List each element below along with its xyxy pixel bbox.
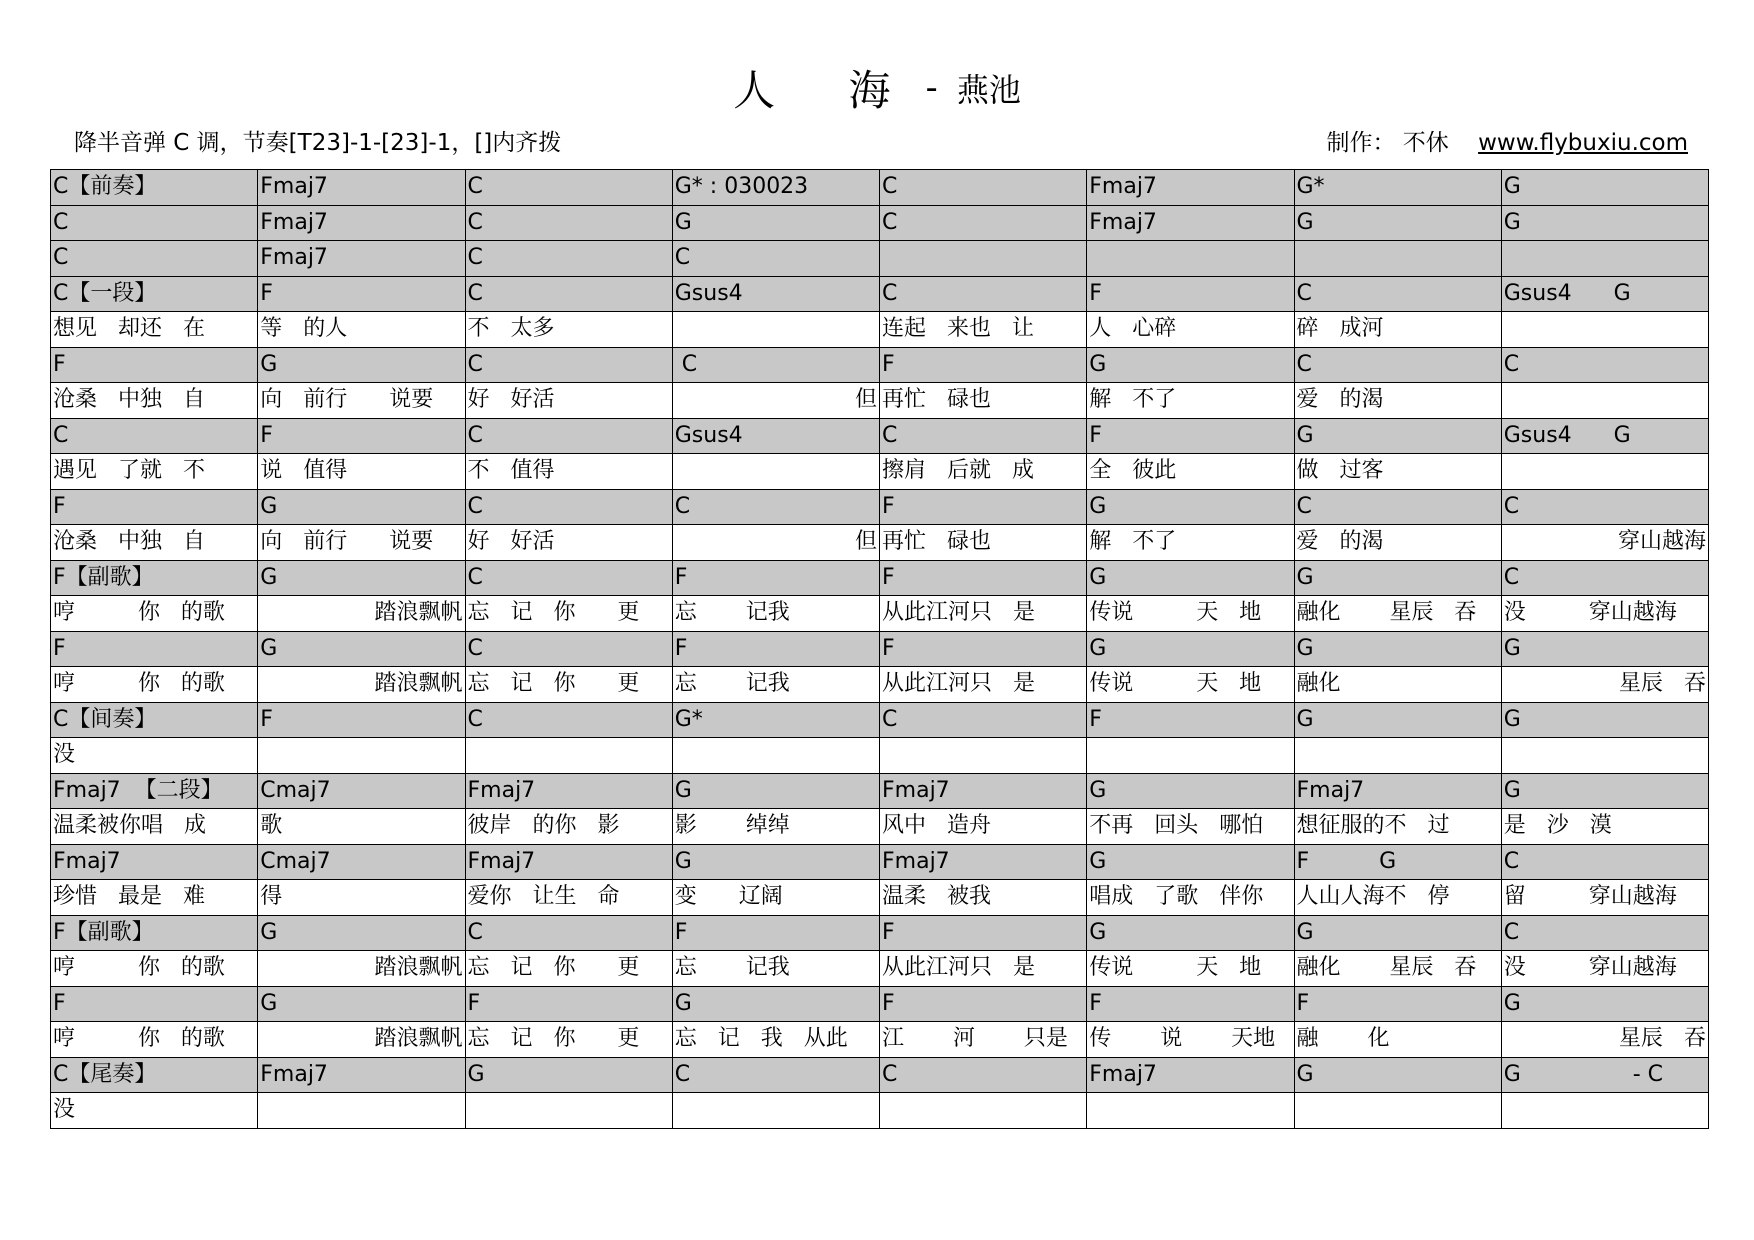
lyric-cell: 忘 记我: [672, 596, 879, 632]
chord-cell: G: [1501, 631, 1708, 667]
chord-cell: C: [672, 1057, 879, 1093]
chord-cell: F: [672, 915, 879, 951]
chord-cell: C: [880, 276, 1087, 312]
lyric-cell: [1501, 383, 1708, 419]
chord-cell: G: [1501, 170, 1708, 206]
chord-cell: F【副歌】: [51, 915, 258, 951]
lyric-cell: [465, 1093, 672, 1129]
chord-cell: F: [51, 986, 258, 1022]
lyric-cell: 忘 记 你 更: [465, 667, 672, 703]
chord-cell: C: [880, 170, 1087, 206]
lyric-cell: 没: [51, 1093, 258, 1129]
lyric-cell: 珍惜 最是 难: [51, 880, 258, 916]
lyric-cell: 融化 星辰 吞: [1294, 596, 1501, 632]
lyric-cell: 穿山越海: [1501, 525, 1708, 561]
lyric-cell: 忘 记 你 更: [465, 1022, 672, 1058]
chord-cell: C: [51, 241, 258, 277]
chord-cell: G: [1087, 347, 1294, 383]
lyric-cell: 哼 你 的歌: [51, 1022, 258, 1058]
chord-cell: C: [1501, 489, 1708, 525]
lyric-cell: 从此江河只 是: [880, 596, 1087, 632]
lyric-cell: 从此江河只 是: [880, 951, 1087, 987]
chord-cell: Fmaj7: [880, 844, 1087, 880]
lyric-cell: 星辰 吞: [1501, 1022, 1708, 1058]
lyric-cell: 好 好活: [465, 525, 672, 561]
lyric-cell: 擦肩 后就 成: [880, 454, 1087, 490]
lyric-row: [51, 383, 1709, 419]
lyric-row: [51, 809, 1709, 845]
chord-cell: C: [465, 205, 672, 241]
lyric-cell: 不 值得: [465, 454, 672, 490]
chord-cell: G: [672, 986, 879, 1022]
lyric-cell: 江 河 只是: [880, 1022, 1087, 1058]
chord-cell: C: [465, 631, 672, 667]
artist-name: 燕池: [956, 71, 1021, 109]
lyric-row: [51, 880, 1709, 916]
chord-cell: G: [1087, 773, 1294, 809]
credit-line: [1326, 124, 1688, 157]
chord-cell: Fmaj7: [258, 241, 465, 277]
lyric-cell: 沧桑 中独 自: [51, 525, 258, 561]
lyric-cell: 爱你 让生 命: [465, 880, 672, 916]
chord-row: [51, 773, 1709, 809]
chord-cell: G: [1294, 1057, 1501, 1093]
chord-cell: C: [465, 702, 672, 738]
chord-cell: F: [1087, 418, 1294, 454]
lyric-cell: 再忙 碌也: [880, 525, 1087, 561]
title-separator: -: [925, 68, 938, 108]
lyric-cell: 想征服的不 过: [1294, 809, 1501, 845]
chord-cell: Cmaj7: [258, 773, 465, 809]
lyric-cell: 忘 记我: [672, 667, 879, 703]
chord-row: [51, 631, 1709, 667]
lyric-cell: 留 穿山越海: [1501, 880, 1708, 916]
lyric-cell: [880, 1093, 1087, 1129]
chord-cell: G: [258, 560, 465, 596]
chord-cell: F: [672, 560, 879, 596]
chord-cell: F: [51, 631, 258, 667]
lyric-cell: 变 辽阔: [672, 880, 879, 916]
lyric-cell: 连起 来也 让: [880, 312, 1087, 348]
chord-cell: G: [258, 489, 465, 525]
lyric-cell: 再忙 碌也: [880, 383, 1087, 419]
chord-cell: F: [672, 631, 879, 667]
lyric-cell: 哼 你 的歌: [51, 667, 258, 703]
lyric-cell: 人 心碎: [1087, 312, 1294, 348]
chord-cell: Fmaj7 【二段】: [51, 773, 258, 809]
chord-cell: C【一段】: [51, 276, 258, 312]
chord-cell: C: [465, 347, 672, 383]
lyric-cell: 解 不了: [1087, 525, 1294, 561]
lyric-cell: 融化: [1294, 667, 1501, 703]
chord-cell: F: [880, 560, 1087, 596]
lyric-cell: 没 穿山越海: [1501, 596, 1708, 632]
chord-cell: Fmaj7: [1294, 773, 1501, 809]
chord-cell: Gsus4 G: [1501, 418, 1708, 454]
lyric-cell: 向 前行 说要: [258, 383, 465, 419]
chord-cell: Gsus4: [672, 276, 879, 312]
chord-cell: Fmaj7: [1087, 1057, 1294, 1093]
lyric-cell: 但: [672, 383, 879, 419]
lyric-cell: [1087, 738, 1294, 774]
chord-row: [51, 489, 1709, 525]
chord-cell: G: [1294, 205, 1501, 241]
lyric-cell: 踏浪飘帆: [258, 1022, 465, 1058]
lyric-cell: 忘 记我: [672, 951, 879, 987]
chord-cell: C: [1501, 844, 1708, 880]
lyric-cell: 踏浪飘帆: [258, 596, 465, 632]
chord-cell: C: [880, 205, 1087, 241]
lyric-cell: [672, 1093, 879, 1129]
lyric-cell: 融 化: [1294, 1022, 1501, 1058]
chord-row: [51, 844, 1709, 880]
lyric-cell: 从此江河只 是: [880, 667, 1087, 703]
chord-cell: C: [51, 205, 258, 241]
chord-cell: Fmaj7: [465, 773, 672, 809]
lyric-cell: 唱成 了歌 伴你: [1087, 880, 1294, 916]
chord-cell: G: [258, 347, 465, 383]
website-link[interactable]: www.flybuxiu.com: [1478, 130, 1688, 156]
lyric-row: [51, 738, 1709, 774]
chord-cell: G: [1294, 418, 1501, 454]
lyric-cell: 歌: [258, 809, 465, 845]
chord-cell: Gsus4 G: [1501, 276, 1708, 312]
chord-cell: G: [1501, 773, 1708, 809]
lyric-cell: 传 说 天地: [1087, 1022, 1294, 1058]
lyric-cell: 是 沙 漠: [1501, 809, 1708, 845]
lyric-cell: [1294, 738, 1501, 774]
chord-cell: C: [465, 489, 672, 525]
lyric-cell: 但: [672, 525, 879, 561]
lyric-cell: 不再 回头 哪怕: [1087, 809, 1294, 845]
lyric-cell: 想见 却还 在: [51, 312, 258, 348]
lyric-row: [51, 312, 1709, 348]
chord-cell: Fmaj7: [51, 844, 258, 880]
chord-row: [51, 560, 1709, 596]
song-title: 人 海: [733, 66, 921, 115]
lyric-row: [51, 454, 1709, 490]
lyric-cell: 忘 记 你 更: [465, 596, 672, 632]
chord-cell: Gsus4: [672, 418, 879, 454]
lyric-row: [51, 1093, 1709, 1129]
lyric-cell: 星辰 吞: [1501, 667, 1708, 703]
lyric-cell: 沧桑 中独 自: [51, 383, 258, 419]
lyric-cell: 爱 的渴: [1294, 383, 1501, 419]
chord-cell: C: [465, 241, 672, 277]
lyric-cell: [1501, 1093, 1708, 1129]
lyric-cell: [672, 312, 879, 348]
chord-cell: C: [1501, 347, 1708, 383]
chord-cell: G: [465, 1057, 672, 1093]
chord-cell: F: [880, 631, 1087, 667]
chord-cell: F: [880, 986, 1087, 1022]
lyric-cell: 忘 记 我 从此: [672, 1022, 879, 1058]
lyric-cell: [1501, 454, 1708, 490]
lyric-cell: 哼 你 的歌: [51, 951, 258, 987]
lyric-cell: [258, 1093, 465, 1129]
chord-cell: F: [1087, 702, 1294, 738]
chord-cell: F: [258, 702, 465, 738]
chord-cell: Fmaj7: [1087, 205, 1294, 241]
chord-row: [51, 915, 1709, 951]
chord-cell: C: [465, 560, 672, 596]
lyric-cell: 人山人海不 停: [1294, 880, 1501, 916]
lyric-cell: 遇见 了就 不: [51, 454, 258, 490]
chord-cell: F: [258, 418, 465, 454]
chord-cell: C: [465, 915, 672, 951]
credit-text: 制作： 不休: [1326, 130, 1449, 156]
chord-cell: [1087, 241, 1294, 277]
chord-cell: G: [672, 773, 879, 809]
chord-cell: C【前奏】: [51, 170, 258, 206]
chord-cell: G*: [672, 702, 879, 738]
lyric-cell: 影 绰绰: [672, 809, 879, 845]
lyric-cell: [465, 738, 672, 774]
chord-row: [51, 276, 1709, 312]
lyric-cell: 传说 天 地: [1087, 951, 1294, 987]
lyric-cell: [672, 454, 879, 490]
lyric-cell: 踏浪飘帆: [258, 667, 465, 703]
lyric-cell: 向 前行 说要: [258, 525, 465, 561]
chord-cell: G: [1294, 560, 1501, 596]
lyric-cell: 融化 星辰 吞: [1294, 951, 1501, 987]
chord-cell: G: [1294, 915, 1501, 951]
lyric-cell: [1501, 738, 1708, 774]
lyric-cell: [1294, 1093, 1501, 1129]
chord-cell: Fmaj7: [880, 773, 1087, 809]
chord-cell: C: [880, 1057, 1087, 1093]
lyric-cell: 爱 的渴: [1294, 525, 1501, 561]
playing-instructions: 降半音弹 C 调，节奏[T23]-1-[23]-1，[]内齐拨: [74, 130, 562, 156]
chord-cell: C: [672, 489, 879, 525]
chord-row: [51, 1057, 1709, 1093]
chord-cell: F【副歌】: [51, 560, 258, 596]
lyric-cell: 踏浪飘帆: [258, 951, 465, 987]
lyric-cell: 解 不了: [1087, 383, 1294, 419]
chord-cell: F: [1087, 986, 1294, 1022]
chord-cell: G: [1294, 631, 1501, 667]
lyric-cell: 全 彼此: [1087, 454, 1294, 490]
chord-cell: F: [880, 347, 1087, 383]
chord-cell: Fmaj7: [258, 205, 465, 241]
lyric-cell: 没: [51, 738, 258, 774]
lyric-cell: 传说 天 地: [1087, 667, 1294, 703]
lyric-row: [51, 667, 1709, 703]
chord-cell: G - C: [1501, 1057, 1708, 1093]
chord-cell: Fmaj7: [258, 1057, 465, 1093]
lyric-cell: 哼 你 的歌: [51, 596, 258, 632]
lyric-row: [51, 525, 1709, 561]
chord-cell: C: [1501, 560, 1708, 596]
chord-cell: G* : 030023: [672, 170, 879, 206]
chord-cell: F: [1087, 276, 1294, 312]
chord-row: [51, 986, 1709, 1022]
chord-cell: Fmaj7: [1087, 170, 1294, 206]
lyric-cell: [258, 738, 465, 774]
lyric-cell: 得: [258, 880, 465, 916]
chord-row: [51, 702, 1709, 738]
chord-cell: [1501, 241, 1708, 277]
lyric-cell: 没 穿山越海: [1501, 951, 1708, 987]
chord-row: [51, 241, 1709, 277]
lyric-cell: [1087, 1093, 1294, 1129]
chord-cell: G: [1294, 702, 1501, 738]
chord-cell: C: [880, 702, 1087, 738]
chord-cell: Cmaj7: [258, 844, 465, 880]
chord-cell: F: [880, 489, 1087, 525]
chord-cell: G*: [1294, 170, 1501, 206]
chord-cell: F: [51, 489, 258, 525]
lyric-cell: 好 好活: [465, 383, 672, 419]
chord-cell: G: [672, 844, 879, 880]
chord-cell: G: [672, 205, 879, 241]
lyric-row: [51, 1022, 1709, 1058]
chord-cell: F: [258, 276, 465, 312]
lyric-cell: 做 过客: [1294, 454, 1501, 490]
lyric-cell: 碎 成河: [1294, 312, 1501, 348]
chord-cell: G: [1087, 844, 1294, 880]
lyric-cell: 彼岸 的你 影: [465, 809, 672, 845]
song-title-line: [0, 58, 1754, 118]
lyric-cell: 温柔被你唱 成: [51, 809, 258, 845]
chord-cell: C: [672, 241, 879, 277]
chord-cell: G: [258, 631, 465, 667]
chord-cell: G: [1087, 631, 1294, 667]
chord-cell: C: [1501, 915, 1708, 951]
chord-cell: C: [1294, 489, 1501, 525]
chord-cell: C: [880, 418, 1087, 454]
chord-cell: F: [465, 986, 672, 1022]
chord-cell: F: [1294, 986, 1501, 1022]
chord-row: [51, 347, 1709, 383]
chord-cell: C【尾奏】: [51, 1057, 258, 1093]
chord-sheet-table: [50, 169, 1709, 1129]
lyric-cell: [672, 738, 879, 774]
chord-cell: C: [1294, 276, 1501, 312]
lyric-cell: 等 的人: [258, 312, 465, 348]
chord-cell: G: [1501, 702, 1708, 738]
chord-cell: [880, 241, 1087, 277]
chord-cell: F G: [1294, 844, 1501, 880]
chord-cell: C: [465, 170, 672, 206]
chord-row: [51, 418, 1709, 454]
chord-cell: [1294, 241, 1501, 277]
chord-row: [51, 170, 1709, 206]
lyric-cell: 不 太多: [465, 312, 672, 348]
chord-cell: C: [465, 418, 672, 454]
lyric-row: [51, 951, 1709, 987]
chord-cell: G: [1501, 986, 1708, 1022]
lyric-cell: 传说 天 地: [1087, 596, 1294, 632]
chord-cell: F: [880, 915, 1087, 951]
chord-cell: G: [1087, 560, 1294, 596]
chord-cell: C: [672, 347, 879, 383]
chord-cell: G: [258, 986, 465, 1022]
chord-cell: C: [465, 276, 672, 312]
lyric-row: [51, 596, 1709, 632]
chord-cell: G: [1087, 489, 1294, 525]
chord-cell: G: [1501, 205, 1708, 241]
chord-cell: F: [51, 347, 258, 383]
chord-cell: C: [1294, 347, 1501, 383]
lyric-cell: 温柔 被我: [880, 880, 1087, 916]
chord-cell: G: [1087, 915, 1294, 951]
lyric-cell: [1501, 312, 1708, 348]
chord-cell: C: [51, 418, 258, 454]
chord-cell: Fmaj7: [258, 170, 465, 206]
lyric-cell: 忘 记 你 更: [465, 951, 672, 987]
chord-cell: Fmaj7: [465, 844, 672, 880]
lyric-cell: [880, 738, 1087, 774]
lyric-cell: 说 值得: [258, 454, 465, 490]
chord-cell: G: [258, 915, 465, 951]
lyric-cell: 风中 造舟: [880, 809, 1087, 845]
chord-cell: C【间奏】: [51, 702, 258, 738]
chord-row: [51, 205, 1709, 241]
